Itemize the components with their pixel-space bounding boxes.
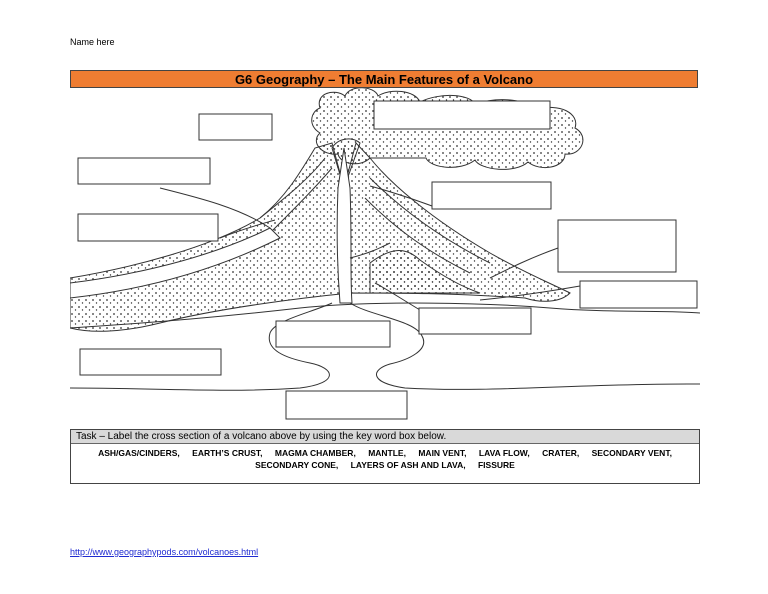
label-box	[276, 321, 390, 347]
keyword: LAYERS OF ASH AND LAVA,	[350, 460, 466, 470]
volcano-diagram	[70, 88, 700, 430]
keyword: SECONDARY CONE,	[255, 460, 339, 470]
task-instructions: Task – Label the cross section of a volcano above by using the key word box below.	[71, 430, 699, 444]
keyword: EARTH’S CRUST,	[192, 448, 263, 458]
label-box	[432, 182, 551, 209]
label-box	[558, 220, 676, 272]
keyword: SECONDARY VENT,	[591, 448, 672, 458]
label-box	[78, 214, 218, 241]
label-box	[374, 101, 550, 129]
keyword: MAIN VENT,	[418, 448, 467, 458]
label-box	[419, 308, 531, 334]
keyword-box	[71, 444, 699, 471]
label-box	[78, 158, 210, 184]
keyword: MAGMA CHAMBER,	[274, 448, 356, 458]
label-box	[580, 281, 697, 308]
keyword-line-2	[71, 459, 699, 471]
keyword: ASH/GAS/CINDERS,	[98, 448, 180, 458]
name-here-label: Name here	[70, 37, 115, 47]
keyword: FISSURE	[477, 460, 515, 470]
task-box	[70, 429, 700, 484]
label-box	[80, 349, 221, 375]
keyword: LAVA FLOW,	[478, 448, 530, 458]
keyword: MANTLE,	[368, 448, 406, 458]
keyword: CRATER,	[542, 448, 580, 458]
label-box	[286, 391, 407, 419]
worksheet-title: G6 Geography – The Main Features of a Volcano	[70, 70, 698, 88]
label-box	[199, 114, 272, 140]
source-link[interactable]: http://www.geographypods.com/volcanoes.html	[70, 547, 259, 557]
keyword-line-1	[71, 447, 699, 459]
